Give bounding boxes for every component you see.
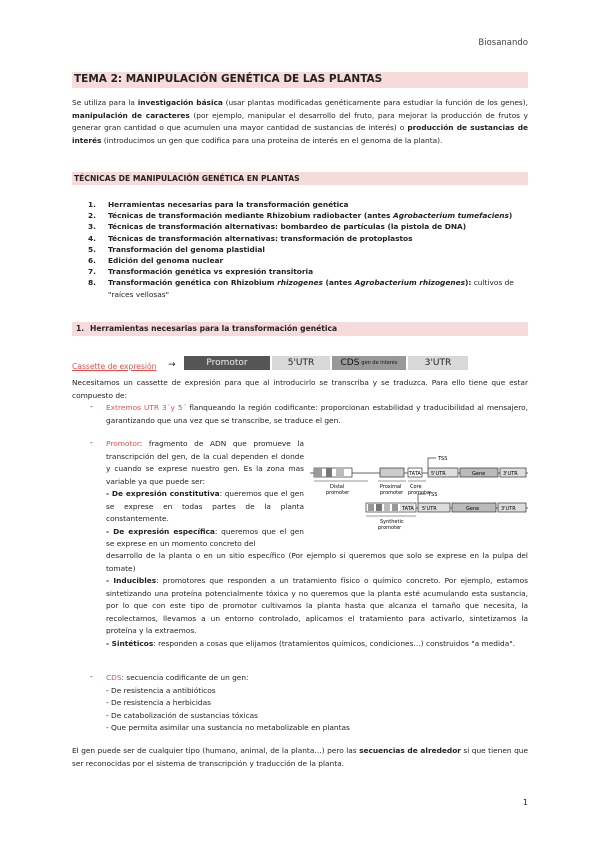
techniques-list <box>88 199 528 300</box>
list-item: 2. Técnicas de transformación mediante Rhizobium radiobacter (antes Agrobacterium tumefaciens) <box>88 211 513 221</box>
svg-text:3'UTR: 3'UTR <box>503 471 518 477</box>
extremos-item: Extremos UTR 3´y 5´ flanqueando la región codificante: proporcionan estabilidad y traducibilidad al mensajero, garantizando que una vez que se transcribe, se traduce el gen. <box>106 403 529 425</box>
cassette-cds: CDS gen de interés <box>330 356 406 370</box>
svg-text:Distal: Distal <box>330 484 345 490</box>
svg-text:promoter: promoter <box>380 490 404 496</box>
cassette-utr3: 3'UTR <box>406 356 468 370</box>
promotor-item-cont: desarrollo de la planta o en un sitio específico (Por ejemplo si queremos que solo se exprese en la pulpa del tomate) - Inducibles: promotores que responden a un tratamiento físico o químico concreto. Por ejemplo, estamos sintetizando una proteína potencialmente tóxica y no queremos que la planta esté acumulando esta sustancia, por lo que con este tipo de promotor cultivamos la planta hasta que alcanza el tamaño que necesita, la recolectamos, llevamos a un entorno controlado, aplicamos el tratamiento para activarlo, sintetizamos la proteína y la extraemos. - Sintéticos: responden a cosas que elijamos (tratamientos químicos, condiciones…) construidos "a medida". <box>106 551 528 648</box>
title-bar <box>72 72 528 88</box>
list-item: 1. Herramientas necesarias para la transformación genética <box>88 200 349 209</box>
svg-text:promoter: promoter <box>378 525 402 531</box>
svg-text:Gene: Gene <box>472 471 486 477</box>
svg-text:TSS: TSS <box>428 492 438 498</box>
svg-text:5'UTR: 5'UTR <box>431 471 446 477</box>
cassette-text: Necesitamos un cassette de expresión para que al introducirlo se transcriba y se traduzca. Para ello tiene que estar compuesto de: <box>72 378 528 400</box>
document-page: Biosanando TEMA 2: MANIPULACIÓN GENÉTICA DE LAS PLANTAS Se utiliza para la investigación básica (usar plantas modificadas genéticamente para estudiar la función de los genes), manipulación de caracteres (por ejemplo, manipular el desarrollo del fruto, para mejorar la producción de frutos y generar gran cantidad o que acumulen una mayor cantidad de sustancias de interés) o producción de sustancias de interés (introducimos un gen que codifica para una proteína de interés en el genoma de la planta). TÉCNICAS DE MANIPULACIÓN GENÉTICA EN PLANTAS 1. Herramientas necesarias para la transformación genética 2. Técnicas de transformación mediante Rhizobium radiobacter (antes Agrobacterium tumefaciens) 3. Técnicas de transformación alternativas: bombardeo de partículas (la pistola de DNA) 4. Técnicas de transformación alternativas: transformación de protoplastos 5. Transformación del genoma plastidial 6. Edición del genoma nuclear 7. Transformación genética vs expresión transitoria 8. Transformación genética con Rhizobium rhizogenes (antes Agrobacterium rhizogenes): cultivos de "raíces vellosas" 1. Herramientas necesarias para la transformación genética Cassette de expresión → Promotor 5'UTR CDS gen de interés 3'UTR Necesitamos un cassette de expresión para que al introducirlo se transcriba y se traduzca. Para ello tiene que estar compuesto de: - Extremos UTR 3´y 5´ flanqueando la región codificante: proporcionan estabilidad y traducibilidad al mensajero, garantizando que una vez que se transcribe, se traduce el gen. - Promotor: fragmento de ADN que promueve la transcripción del gen, de la cual dependen el donde y cuando se exprese nuestro gen. Es la zona mas variable ya que puede ser: - De expresión constitutiva: queremos que el gen se exprese en todas partes de la planta constantemente. - De expresión específica: queremos que el gen se exprese en un momento concreto del desarrollo de la planta o en un sitio específico (Por ejemplo si queremos que solo se exprese en la pulpa del tomate) - Inducibles: promotores que responden a un tratamiento físico o químico concreto. Por ejemplo, estamos sintetizando una proteína potencialmente tóxica y no queremos que la planta esté acumulando esta sustancia, por lo que con este tipo de promotor cultivamos la planta hasta que alcanza el tamaño que necesita, la recolectamos, llevamos a un entorno controlado, aplicamos el tratamiento para activarlo, sintetizamos la proteína y la extraemos. - Sintéticos: responden a cosas que elijamos (tratamientos químicos, condiciones…) construidos "a medida". TATA 5'UTR Gene 3'UTR TSS Distal promoter Proximal promoter Core promoter TATA 5'UTR Gene 3'UTR TSS Synthetic promoter - CDS: secuencia codificante de un gen: - De resistencia a antibióticos - De resistencia a herbicidas - De catabolización de sustancias tóxicas - Que permita asimilar una sustancia no metabolizable en plantas El gen puede ser de cualquier tipo (humano, animal, de la planta…) pero las secuencias de alrededor si que tienen que ser reconocidas por el sistema de transcripción y traducción de la planta. 1 <box>72 38 529 807</box>
cds-item: CDS: secuencia codificante de un gen: - De resistencia a antibióticos - De resistencia a herbicidas - De catabolización de sustancias tóxicas - Que permita asimilar una sustancia no metabolizable en plantas <box>106 673 350 732</box>
svg-text:5'UTR: 5'UTR <box>422 506 437 512</box>
section1-heading-bar: 1. Herramientas necesarias para la transformación genética <box>72 322 528 336</box>
page-title: TEMA 2: MANIPULACIÓN GENÉTICA DE LAS PLANTAS <box>74 73 383 85</box>
svg-text:3'UTR: 3'UTR <box>501 506 516 512</box>
list-item: 8. Transformación genética con Rhizobium rhizogenes (antes Agrobacterium rhizogenes): cultivos de "raíces vellosas" <box>88 278 514 299</box>
svg-text:Proximal: Proximal <box>380 484 402 490</box>
cassette-link[interactable]: Cassette de expresión <box>72 362 157 371</box>
header-brand: Biosanando <box>478 38 528 48</box>
promoter-diagram <box>310 440 528 546</box>
list-item: 5. Transformación del genoma plastidial <box>88 244 265 254</box>
cassette-utr5: 5'UTR <box>270 356 330 370</box>
intro-paragraph: Se utiliza para la investigación básica (usar plantas modificadas genéticamente para estudiar la función de los genes), manipulación de caracteres (por ejemplo, manipular el desarrollo del fruto, para mejorar la producción de frutos y generar gran cantidad o que acumulen una mayor cantidad de sustancias de interés) o producción de sustancias de interés (introducimos un gen que codifica para una proteína de interés en el genoma de la planta). <box>72 98 529 145</box>
closing-paragraph: El gen puede ser de cualquier tipo (humano, animal, de la planta…) pero las secuencias de alrededor si que tienen que ser reconocidas por el sistema de transcripción y traducción de la planta. <box>72 746 528 768</box>
svg-text:TATA: TATA <box>409 471 421 477</box>
cassette-promotor: Promotor <box>184 356 270 370</box>
svg-text:Synthetic: Synthetic <box>380 519 404 525</box>
svg-text:TATA: TATA <box>402 506 414 512</box>
svg-text:Gene: Gene <box>466 506 480 512</box>
list-item: 3. Técnicas de transformación alternativas: bombardeo de partículas (la pistola de DNA) <box>88 222 467 232</box>
svg-text:promoter: promoter <box>408 490 432 496</box>
promotor-item: Promotor: fragmento de ADN que promueve la transcripción del gen, de la cual dependen el donde y cuando se exprese nuestro gen. Es la zona mas variable ya que puede ser: - De expresión constitutiva: queremos que el gen se exprese en todas partes de la planta constantemente. - De expresión específica: queremos que el gen se exprese en un momento concreto del <box>106 439 304 548</box>
section1-heading: Herramientas necesarias para la transformación genética <box>90 324 338 333</box>
arrow-icon: → <box>168 360 176 370</box>
techniques-heading-bar <box>72 172 528 185</box>
svg-text:Core: Core <box>410 484 422 490</box>
list-item: 7. Transformación genética vs expresión transitoria <box>88 267 314 277</box>
list-item: 4. Técnicas de transformación alternativas: transformación de protoplastos <box>88 233 413 243</box>
list-item: 6. Edición del genoma nuclear <box>88 256 224 266</box>
page-number: 1 <box>522 798 528 807</box>
svg-text:TSS: TSS <box>438 456 448 462</box>
techniques-heading: TÉCNICAS DE MANIPULACIÓN GENÉTICA EN PLANTAS <box>74 174 300 183</box>
cassette-diagram <box>184 356 468 370</box>
svg-text:promoter: promoter <box>326 490 350 496</box>
